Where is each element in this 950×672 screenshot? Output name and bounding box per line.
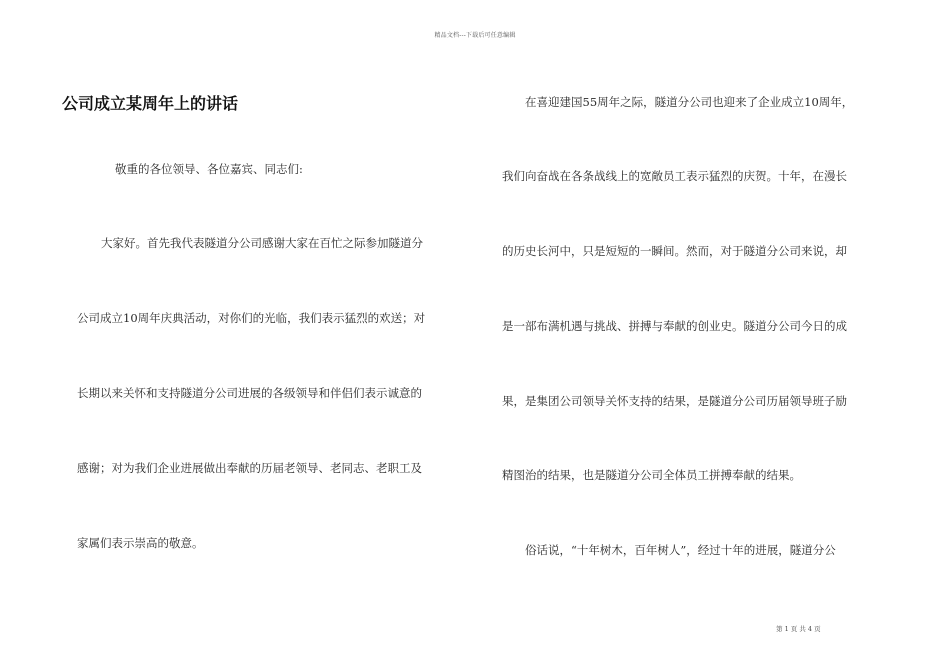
paragraph-line: 感谢；对为我们企业进展做出奉献的历届老领导、老同志、老职工及 <box>77 461 422 475</box>
paragraph-line: 长期以来关怀和支持隧道分公司进展的各级领导和伴侣们表示诚意的 <box>77 386 422 400</box>
page-indicator: 第 1 页 共 4 页 <box>776 625 821 633</box>
salutation-line: 敬重的各位领导、各位嘉宾、同志们: <box>115 162 303 176</box>
paragraph-line: 精图治的结果，也是隧道分公司全体员工拼搏奉献的结果。 <box>502 468 801 482</box>
paragraph-line: 公司成立10周年庆典活动，对你们的光临，我们表示猛烈的欢送；对 <box>77 311 426 325</box>
paragraph-line: 在喜迎建国55周年之际，隧道分公司也迎来了企业成立10周年， <box>525 95 854 109</box>
header-note: 精品文档---下载后可任意编辑 <box>434 32 516 39</box>
paragraph-line: 俗话说，“十年树木，百年树人”，经过十年的进展，隧道分公 <box>525 543 836 557</box>
paragraph-line: 的历史长河中，只是短短的一瞬间。然而，对于隧道分公司来说，却 <box>502 244 847 258</box>
paragraph-line: 我们向奋战在各条战线上的宽敞员工表示猛烈的庆贺。十年，在漫长 <box>502 169 847 183</box>
paragraph-line: 大家好。首先我代表隧道分公司感谢大家在百忙之际参加隧道分 <box>101 236 423 250</box>
paragraph-line: 果，是集团公司领导关怀支持的结果，是隧道分公司历届领导班子励 <box>502 394 847 408</box>
document-title: 公司成立某周年上的讲话 <box>62 94 239 113</box>
paragraph-line: 是一部布满机遇与挑战、拼搏与奉献的创业史。隧道分公司今日的成 <box>502 319 847 333</box>
paragraph-line: 家属们表示崇高的敬意。 <box>77 536 204 550</box>
